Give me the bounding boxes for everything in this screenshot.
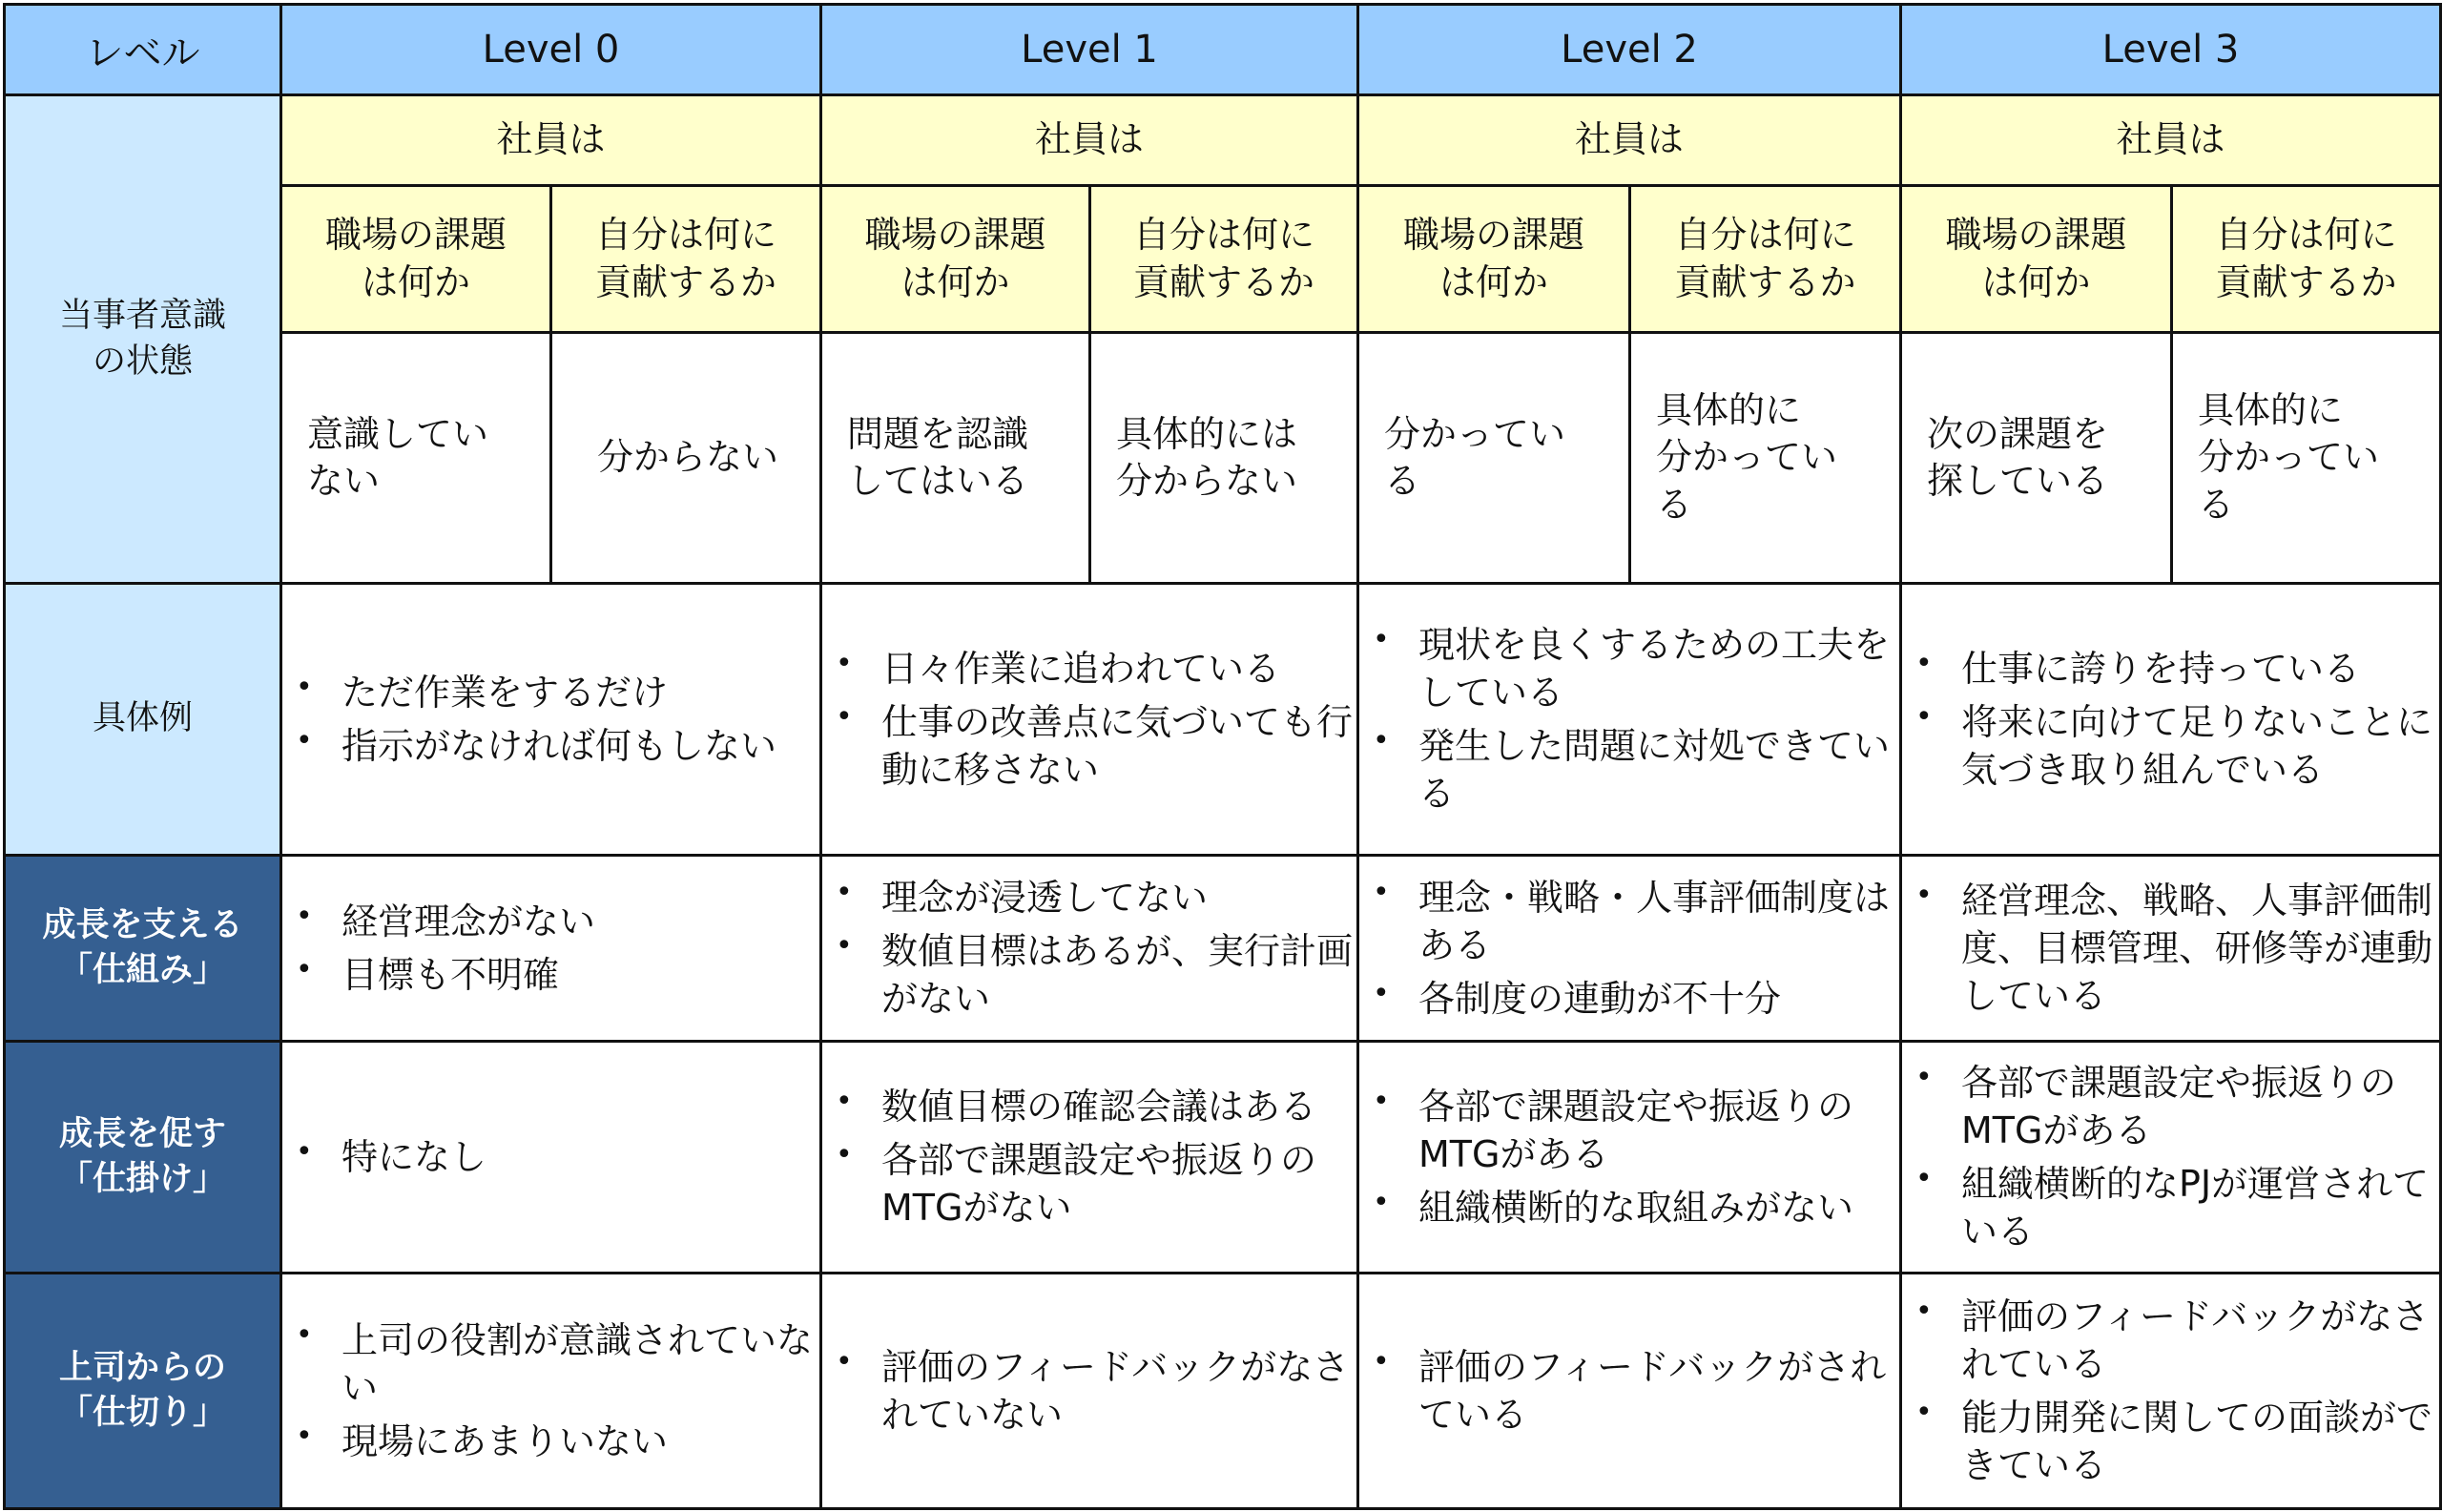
device-cell-level-3 <box>1901 1042 2441 1274</box>
bullet-list <box>1359 874 1899 1023</box>
bullet-list <box>282 669 819 770</box>
bullet-item: • 数値目標の確認会議はある <box>881 1083 1356 1130</box>
device-cell-level-0 <box>281 1042 821 1274</box>
awareness-row-label: 当事者意識 の状態 <box>5 95 281 584</box>
boss-row <box>5 1274 2441 1509</box>
bullet-item: • 各制度の連動が不十分 <box>1418 975 1899 1023</box>
bullet-item: • 評価のフィードバックがされている <box>1418 1343 1899 1439</box>
bullet-item: • 各部で課題設定や振返りのMTGがない <box>881 1136 1356 1232</box>
mechanism-cell-level-3 <box>1901 856 2441 1042</box>
bullet-item: • 評価のフィードバックがなされている <box>1961 1293 2439 1388</box>
bullet-item: • 理念・戦略・人事評価制度はある <box>1418 874 1899 969</box>
bullet-list <box>282 898 819 999</box>
bullet-list <box>1359 1083 1899 1232</box>
bullet-list <box>822 645 1356 794</box>
bullet-item: • 仕事の改善点に気づいても行動に移さない <box>881 698 1356 794</box>
bullet-item: • 評価のフィードバックがなされていない <box>881 1343 1356 1439</box>
bullet-item: • 仕事に誇りを持っている <box>1961 645 2439 693</box>
bullet-item: • 理念が浸透してない <box>881 874 1356 922</box>
device-cell-level-2 <box>1358 1042 1901 1274</box>
bullet-list <box>282 1316 819 1465</box>
mechanism-cell-level-2 <box>1358 856 1901 1042</box>
bullet-list <box>1902 1059 2439 1256</box>
bullet-item: • 将来に向けて足りないことに気づき取り組んでいる <box>1961 698 2439 794</box>
corner-header: レベル <box>5 5 281 95</box>
question-contribution-level-0: 自分は何に 貢献するか <box>551 186 821 333</box>
example-cell-level-0 <box>281 584 821 856</box>
answer-row <box>5 333 2441 584</box>
bullet-item: • 特になし <box>341 1133 819 1181</box>
answer-issue-level-1: 問題を認識 してはいる <box>821 333 1090 584</box>
bullet-list <box>1359 1343 1899 1439</box>
answer-issue-level-2: 分かってい る <box>1358 333 1630 584</box>
bullet-item: • 各部で課題設定や振返りのMTGがある <box>1961 1059 2439 1154</box>
question-contribution-level-1: 自分は何に 貢献するか <box>1090 186 1358 333</box>
question-issue-level-0: 職場の課題 は何か <box>281 186 551 333</box>
boss-cell-level-3 <box>1901 1274 2441 1509</box>
boss-row-label: 上司からの 「仕切り」 <box>5 1274 281 1509</box>
bullet-item: • 経営理念、戦略、人事評価制度、目標管理、研修等が連動している <box>1961 877 2439 1020</box>
bullet-item: • 現状を良くするための工夫をしている <box>1418 621 1899 716</box>
question-issue-level-1: 職場の課題 は何か <box>821 186 1090 333</box>
subject-row <box>5 95 2441 186</box>
bullet-item: • 現場にあまりいない <box>341 1418 819 1465</box>
subject-cell-level-0: 社員は <box>281 95 821 186</box>
mechanism-row-label: 成長を支える 「仕組み」 <box>5 856 281 1042</box>
example-cell-level-1 <box>821 584 1358 856</box>
question-contribution-level-3: 自分は何に 貢献するか <box>2172 186 2441 333</box>
bullet-list <box>822 874 1356 1023</box>
subject-cell-level-2: 社員は <box>1358 95 1901 186</box>
subject-cell-level-1: 社員は <box>821 95 1358 186</box>
device-row <box>5 1042 2441 1274</box>
boss-cell-level-0 <box>281 1274 821 1509</box>
answer-contribution-level-3: 具体的に 分かってい る <box>2172 333 2441 584</box>
example-row-label: 具体例 <box>5 584 281 856</box>
question-issue-level-3: 職場の課題 は何か <box>1901 186 2172 333</box>
level-1-header: Level 1 <box>821 5 1358 95</box>
question-contribution-level-2: 自分は何に 貢献するか <box>1630 186 1901 333</box>
bullet-list <box>1902 1293 2439 1490</box>
example-cell-level-2 <box>1358 584 1901 856</box>
level-3-header: Level 3 <box>1901 5 2441 95</box>
bullet-item: • 能力開発に関しての面談ができている <box>1961 1394 2439 1489</box>
device-row-label: 成長を促す 「仕掛け」 <box>5 1042 281 1274</box>
bullet-item: • 上司の役割が意識されていない <box>341 1316 819 1412</box>
answer-contribution-level-1: 具体的には 分からない <box>1090 333 1358 584</box>
example-cell-level-3 <box>1901 584 2441 856</box>
answer-issue-level-0: 意識してい ない <box>281 333 551 584</box>
bullet-item: • 数値目標はあるが、実行計画がない <box>881 927 1356 1023</box>
header-row <box>5 5 2441 95</box>
maturity-table <box>3 3 2442 1510</box>
question-issue-level-2: 職場の課題 は何か <box>1358 186 1630 333</box>
mechanism-cell-level-1 <box>821 856 1358 1042</box>
level-0-header: Level 0 <box>281 5 821 95</box>
bullet-item: • ただ作業をするだけ <box>341 669 819 716</box>
bullet-list <box>822 1343 1356 1439</box>
boss-cell-level-2 <box>1358 1274 1901 1509</box>
bullet-list <box>1902 877 2439 1020</box>
boss-cell-level-1 <box>821 1274 1358 1509</box>
question-row <box>5 186 2441 333</box>
bullet-list <box>1902 645 2439 794</box>
example-row <box>5 584 2441 856</box>
answer-contribution-level-0: 分からない <box>551 333 821 584</box>
bullet-item: • 組織横断的な取組みがない <box>1418 1184 1899 1232</box>
bullet-item: • 経営理念がない <box>341 898 819 945</box>
bullet-item: • 日々作業に追われている <box>881 645 1356 693</box>
bullet-list <box>822 1083 1356 1232</box>
bullet-item: • 各部で課題設定や振返りのMTGがある <box>1418 1083 1899 1178</box>
bullet-item: • 発生した問題に対処できている <box>1418 722 1899 818</box>
answer-contribution-level-2: 具体的に 分かってい る <box>1630 333 1901 584</box>
bullet-item: • 組織横断的なPJが運営されている <box>1961 1160 2439 1255</box>
answer-issue-level-3: 次の課題を 探している <box>1901 333 2172 584</box>
mechanism-row <box>5 856 2441 1042</box>
subject-cell-level-3: 社員は <box>1901 95 2441 186</box>
device-cell-level-1 <box>821 1042 1358 1274</box>
level-2-header: Level 2 <box>1358 5 1901 95</box>
mechanism-cell-level-0 <box>281 856 821 1042</box>
bullet-list <box>282 1133 819 1181</box>
bullet-item: • 指示がなければ何もしない <box>341 722 819 770</box>
bullet-item: • 目標も不明確 <box>341 951 819 999</box>
bullet-list <box>1359 621 1899 818</box>
